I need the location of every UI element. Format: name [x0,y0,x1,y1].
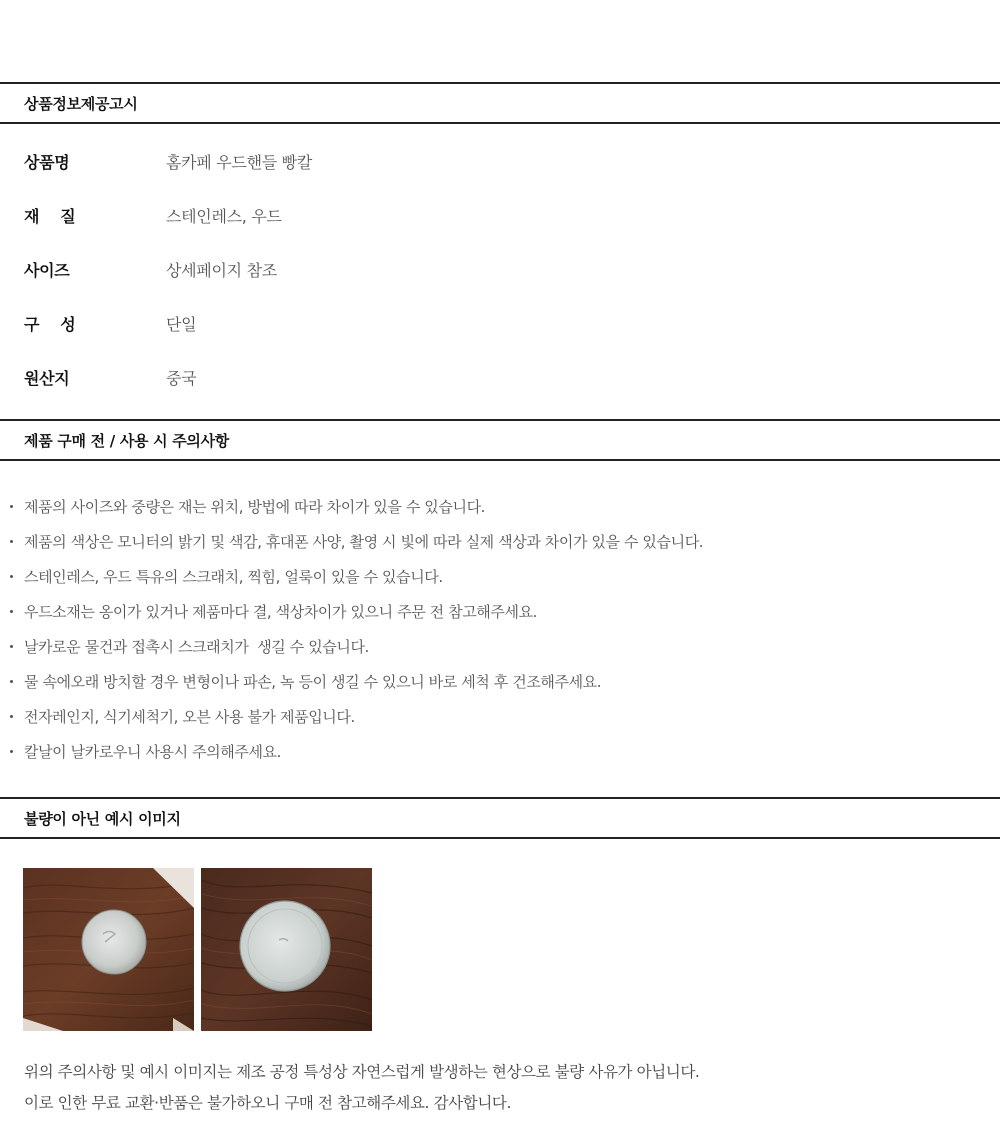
caution-item [10,600,537,622]
caution-item [10,530,703,552]
caution-text: 우드소재는 옹이가 있거나 제품마다 결, 색상차이가 있으니 주문 전 참고해주세요. [24,602,538,621]
examples-title: 불량이 아닌 예시 이미지 [24,809,181,828]
caution-text: 물 속에오래 방치할 경우 변형이나 파손, 녹 등이 생길 수 있으니 바로 세척 후 건조해주세요. [24,672,602,691]
example-image-1 [23,868,194,1031]
product-info-header [0,82,1000,124]
info-key: 사이즈 [24,260,70,280]
wood-rivet-photo-2 [201,868,372,1031]
bullet-icon [10,645,13,648]
caution-item [10,495,485,517]
cautions-title: 제품 구매 전 / 사용 시 주의사항 [24,431,229,450]
caution-text: 전자레인지, 식기세척기, 오븐 사용 불가 제품입니다. [24,707,355,726]
bullet-icon [10,680,13,683]
caution-text: 날카로운 물건과 접촉시 스크래치가 생길 수 있습니다. [24,637,369,656]
caution-text: 제품의 사이즈와 중량은 재는 위치, 방법에 따라 차이가 있을 수 있습니다. [24,497,486,516]
info-key: 재 질 [24,206,76,226]
footer-note-2: 이로 인한 무료 교환·반품은 불가하오니 구매 전 참고해주세요. 감사합니다. [24,1094,511,1112]
bullet-icon [10,610,13,613]
caution-text: 제품의 색상은 모니터의 밝기 및 색감, 휴대폰 사양, 촬영 시 빛에 따라 실제 색상과 차이가 있을 수 있습니다. [24,532,704,551]
bullet-icon [10,715,13,718]
example-image-2 [201,868,372,1031]
info-row-name [24,149,312,173]
caution-text: 스테인레스, 우드 특유의 스크래치, 찍힘, 얼룩이 있을 수 있습니다. [24,567,443,586]
footer-note-1: 위의 주의사항 및 예시 이미지는 제조 공정 특성상 자연스럽게 발생하는 현상으로 불량 사유가 아닙니다. [24,1063,700,1081]
info-row-size [24,257,277,281]
examples-header [0,797,1000,839]
caution-text: 칼날이 날카로우니 사용시 주의해주세요. [24,742,282,761]
info-row-material [24,203,282,227]
caution-item [10,635,369,657]
cautions-header [0,419,1000,461]
info-value: 스테인레스, 우드 [166,206,282,226]
bullet-icon [10,540,13,543]
info-row-composition [24,311,196,335]
info-key: 상품명 [24,152,70,172]
caution-item [10,565,443,587]
bullet-icon [10,505,13,508]
info-row-origin [24,365,196,389]
info-key: 구 성 [24,314,76,334]
bullet-icon [10,750,13,753]
info-value: 홈카페 우드핸들 빵칼 [166,152,312,172]
info-key: 원산지 [24,368,70,388]
info-value: 중국 [166,368,197,388]
info-value: 단일 [166,314,197,334]
wood-rivet-photo-1 [23,868,194,1031]
caution-item [10,670,601,692]
info-value: 상세페이지 참조 [166,260,277,280]
product-info-title: 상품정보제공고시 [24,94,138,113]
caution-item [10,705,355,727]
bullet-icon [10,575,13,578]
caution-item [10,740,281,762]
